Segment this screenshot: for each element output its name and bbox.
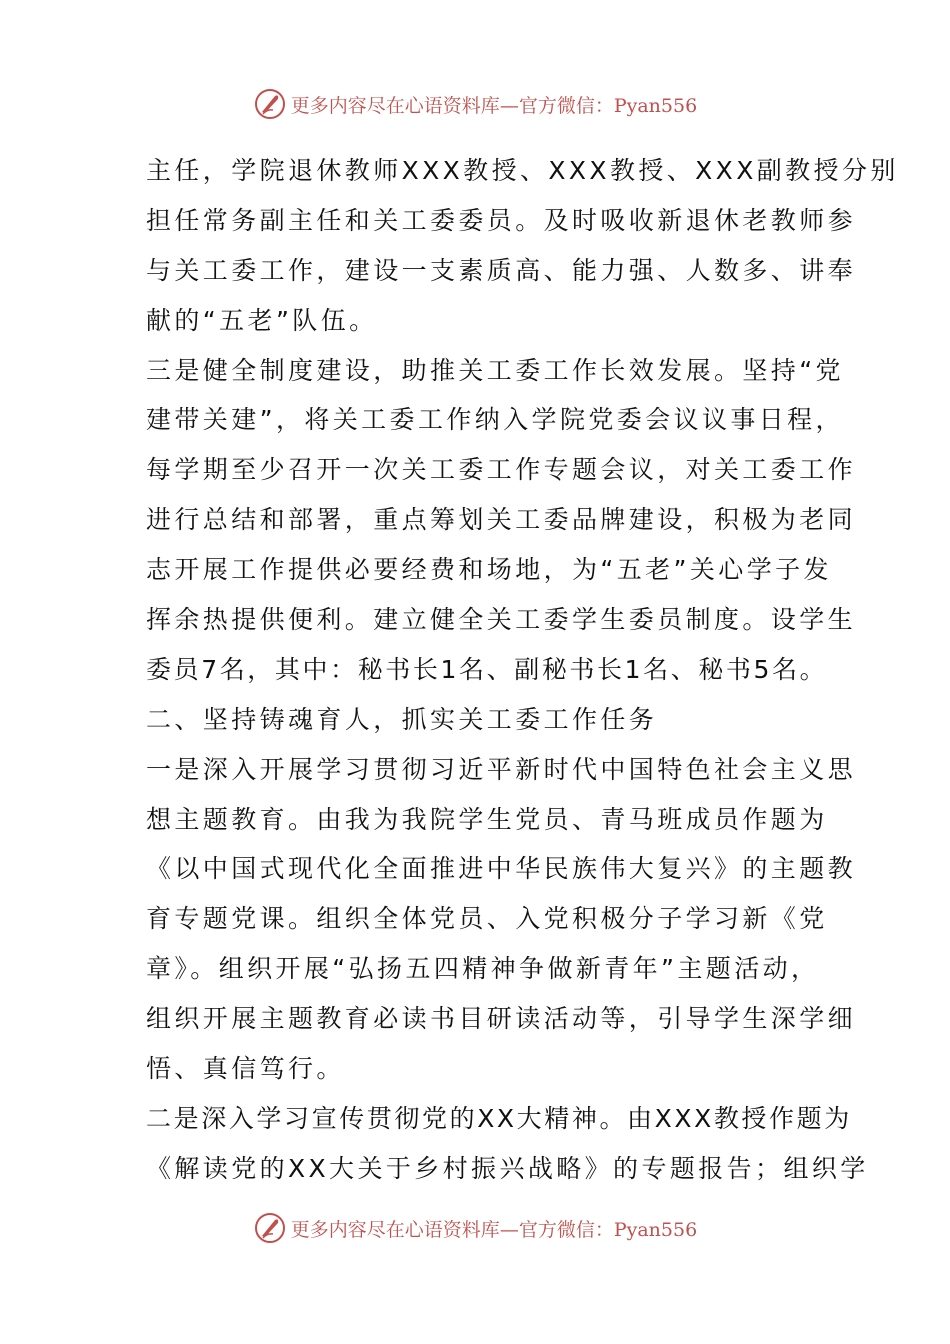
body-line: 悟、真信笃行。: [146, 1054, 345, 1084]
banner-dash: —: [499, 94, 519, 117]
body-line: 委员7名，其中：秘书长1名、副秘书长1名、秘书5名。: [146, 654, 828, 684]
body-line: 三是健全制度建设，助推关工委工作长效发展。坚持“党: [146, 355, 844, 385]
body-line: 一是深入开展学习贯彻习近平新时代中国特色社会主义思: [146, 754, 857, 784]
body-line: 进行总结和部署，重点筹划关工委品牌建设，积极为老同: [146, 505, 857, 535]
body-line: 《以中国式现代化全面推进中华民族伟大复兴》的主题教: [146, 854, 857, 884]
body-line: 《解读党的XX大关于乡村振兴战略》的专题报告；组织学: [146, 1153, 869, 1183]
body-line: 组织开展主题教育必读书目研读活动等，引导学生深学细: [146, 1004, 857, 1034]
body-line: 献的“五老”队伍。: [146, 305, 378, 335]
body-line: 二是深入学习宣传贯彻党的XX大精神。由XXX教授作题为: [146, 1103, 852, 1133]
body-line: 志开展工作提供必要经费和场地，为“五老”关心学子发: [146, 555, 832, 585]
banner-dash: —: [499, 1218, 519, 1241]
body-line: 育专题党课。组织全体党员、入党积极分子学习新《党: [146, 904, 828, 934]
quill-logo-icon: [253, 1211, 287, 1245]
banner-text: [291, 1215, 697, 1242]
section-heading: 二、坚持铸魂育人，抓实关工委工作任务: [146, 704, 658, 734]
body-line: 每学期至少召开一次关工委工作专题会议，对关工委工作: [146, 455, 857, 485]
body-line: 担任常务副主任和关工委委员。及时吸收新退休老教师参: [146, 205, 857, 235]
body-line: 挥余热提供便利。建立健全关工委学生委员制度。设学生: [146, 605, 857, 635]
body-line: 建带关建”，将关工委工作纳入学院党委会议议事日程，: [146, 405, 844, 435]
body-line: 章》。组织开展“弘扬五四精神争做新青年”主题活动，: [146, 954, 820, 984]
quill-logo-icon: [253, 87, 287, 121]
banner-account: Pyan556: [613, 1218, 698, 1241]
body-line: 想主题教育。由我为我院学生党员、青马班成员作题为: [146, 804, 828, 834]
footer-watermark-banner: [0, 1208, 950, 1248]
banner-brand: 更多内容尽在心语资料库: [290, 1218, 500, 1241]
banner-label: 官方微信：: [518, 1218, 614, 1241]
body-line: 与关工委工作，建设一支素质高、能力强、人数多、讲奉: [146, 255, 857, 285]
banner-text: [291, 91, 697, 118]
header-watermark-banner: [0, 84, 950, 124]
banner-account: Pyan556: [613, 94, 698, 117]
body-line: 主任，学院退休教师XXX教授、XXX教授、XXX副教授分别: [146, 156, 899, 185]
banner-label: 官方微信：: [518, 94, 614, 117]
document-body: [146, 146, 899, 1194]
banner-brand: 更多内容尽在心语资料库: [290, 94, 500, 117]
